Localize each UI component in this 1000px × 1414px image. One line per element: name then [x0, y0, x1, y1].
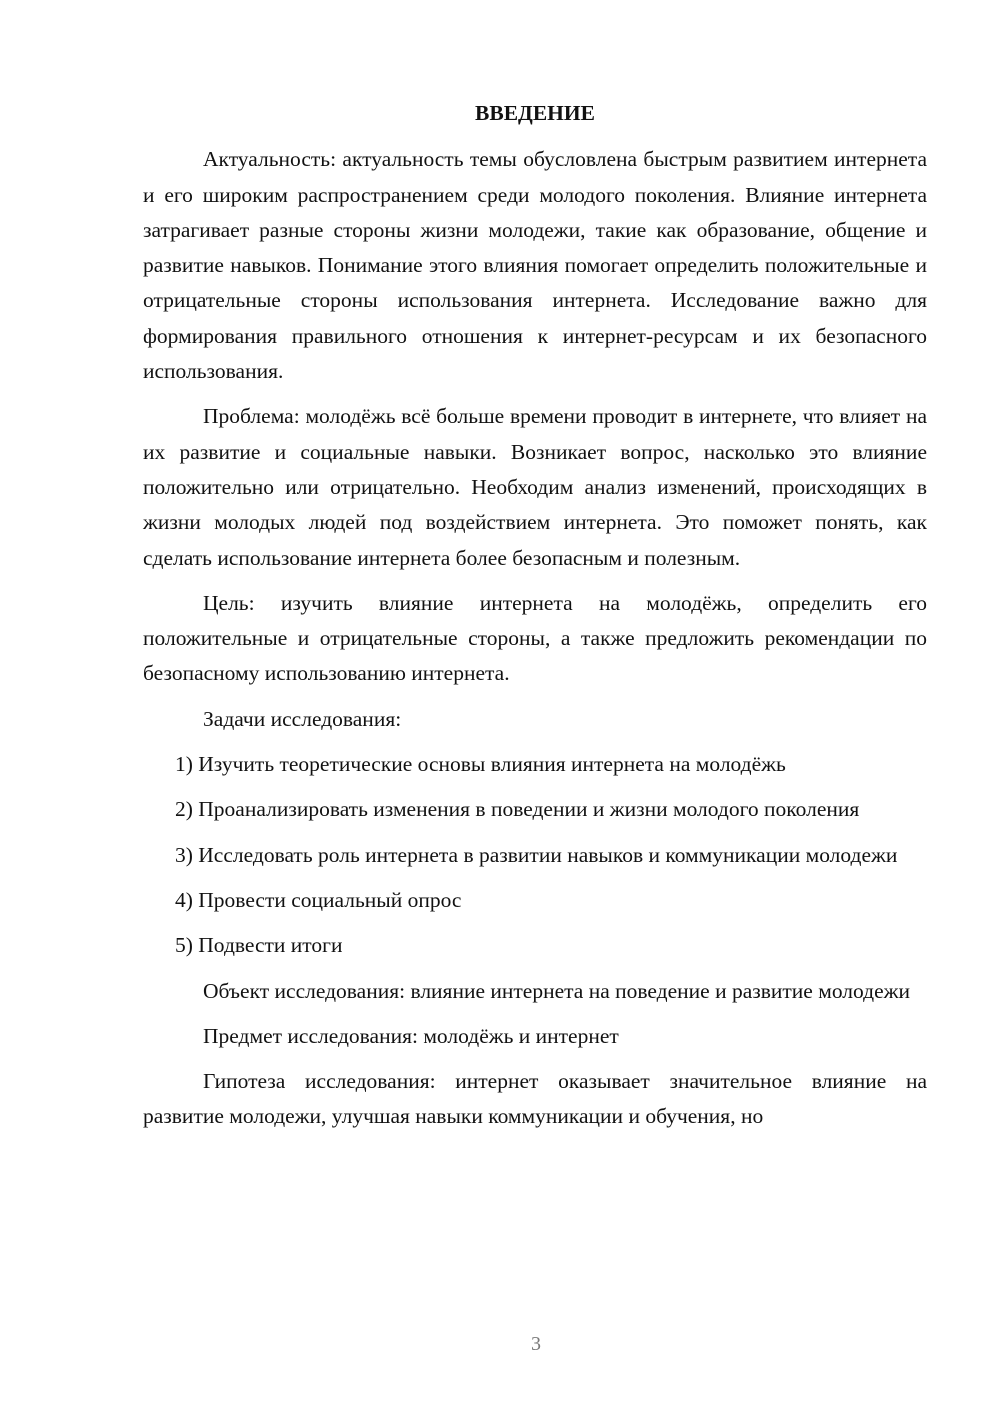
hypothesis-paragraph: Гипотеза исследования: интернет оказывает значительное влияние на развитие молодежи, улучшая навыки коммуникации и обучения, но	[143, 1069, 927, 1129]
task-item: 5) Подвести итоги	[175, 933, 343, 958]
task-item: 3) Исследовать роль интернета в развитии навыков и коммуникации молодежи	[175, 842, 898, 867]
subject-paragraph: Предмет исследования: молодёжь и интернет	[203, 1023, 619, 1048]
object-paragraph: Объект исследования: влияние интернета на поведение и развитие молодежи	[203, 978, 910, 1003]
goal-paragraph: Цель: изучить влияние интернета на молодёжь, определить его положительные и отрицательные стороны, а также предложить рекомендации по безопасному использованию интернета.	[143, 590, 927, 686]
task-item: 2) Проанализировать изменения в поведении и жизни молодого поколения	[175, 797, 860, 822]
task-item: 1) Изучить теоретические основы влияния интернета на молодёжь	[175, 752, 786, 777]
document-body	[143, 96, 927, 1135]
page-number: 3	[531, 1333, 541, 1355]
relevance-paragraph: Актуальность: актуальность темы обусловлена быстрым развитием интернета и его широким распространением среди молодого поколения. Влияние интернета затрагивает разные стороны жизни молодежи, такие как образование, общение и развитие навыков. Понимание этого влияния помогает определить положительные и отрицательные стороны использования интернета. Исследование важно для формирования правильного отношения к интернет-ресурсам и их безопасного использования.	[143, 147, 927, 384]
section-title: ВВЕДЕНИЕ	[475, 101, 595, 125]
tasks-heading: Задачи исследования:	[203, 706, 402, 731]
task-item: 4) Провести социальный опрос	[175, 887, 462, 912]
problem-paragraph: Проблема: молодёжь всё больше времени проводит в интернете, что влияет на их развитие и социальные навыки. Возникает вопрос, насколько это влияние положительно или отрицательно. Необходим анализ изменений, происходящих в жизни молодых людей под воздействием интернета. Это поможет понять, как сделать использование интернета более безопасным и полезным.	[143, 404, 927, 570]
